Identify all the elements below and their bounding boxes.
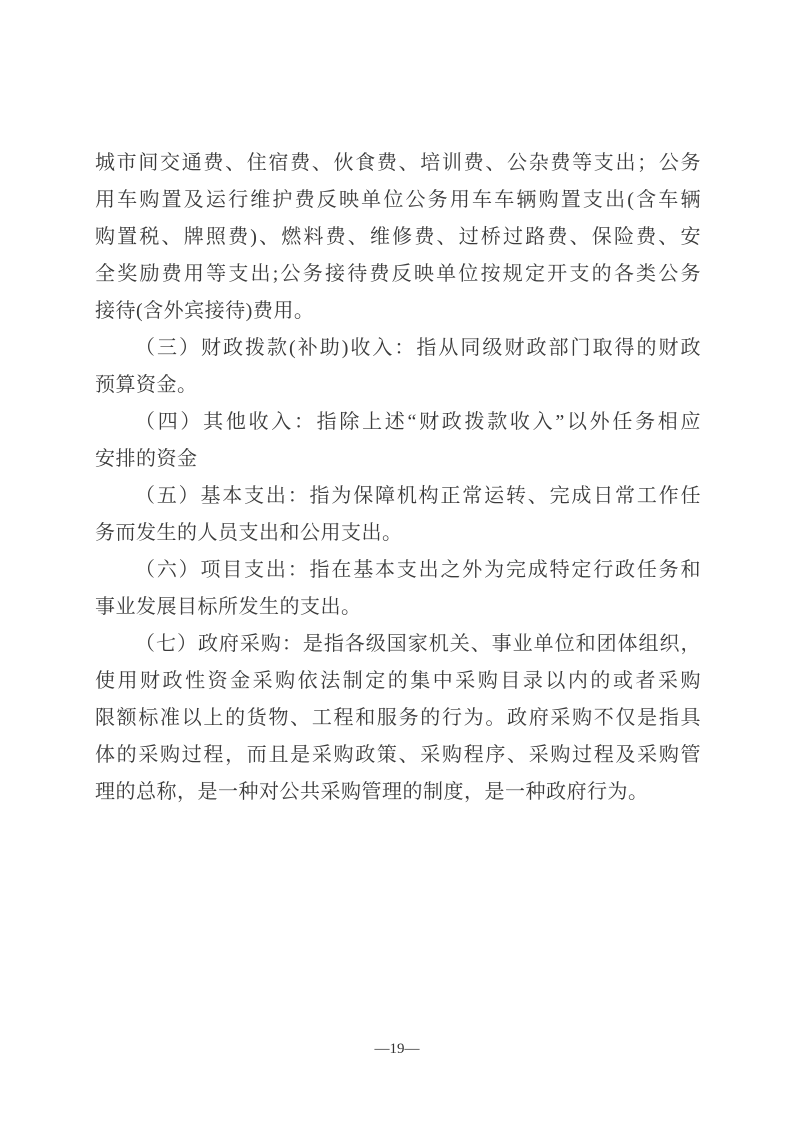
text-line: 限额标准以上的货物、工程和服务的行为。政府采购不仅是指具 xyxy=(95,707,701,729)
text-line: 安排的资金 xyxy=(95,448,198,470)
text-line: 城市间交通费、住宿费、伙食费、培训费、公杂费等支出；公务 xyxy=(95,152,701,174)
text-line: 理的总称，是一种对公共采购管理的制度，是一种政府行为。 xyxy=(95,781,649,803)
text-line: 使用财政性资金采购依法制定的集中采购目录以内的或者采购 xyxy=(95,670,701,692)
page-number: —19— xyxy=(374,1041,420,1057)
text-line: 接待(含外宾接待)费用。 xyxy=(95,300,315,322)
document-body xyxy=(95,145,701,811)
text-line: （六）项目支出：指在基本支出之外为完成特定行政任务和 xyxy=(135,559,701,581)
text-line: 全奖励费用等支出;公务接待费反映单位按规定开支的各类公务 xyxy=(95,263,701,285)
text-line: 购置税、牌照费)、燃料费、维修费、过桥过路费、保险费、安 xyxy=(95,226,701,248)
para-3-fiscal-appropriation-income xyxy=(95,330,701,404)
text-line: 体的采购过程，而且是采购政策、采购程序、采购过程及采购管 xyxy=(95,744,701,766)
text-line: 预算资金。 xyxy=(95,374,198,396)
text-line: 事业发展目标所发生的支出。 xyxy=(95,596,362,618)
text-line: （五）基本支出：指为保障机构正常运转、完成日常工作任 xyxy=(135,485,701,507)
para-5-basic-expenditure xyxy=(95,478,701,552)
para-continuation-official-expenses xyxy=(95,145,701,330)
para-4-other-income xyxy=(95,404,701,478)
text-line: 用车购置及运行维护费反映单位公务用车车辆购置支出(含车辆 xyxy=(95,189,701,211)
text-line: （三）财政拨款(补助)收入：指从同级财政部门取得的财政 xyxy=(135,337,701,359)
text-line: （四）其他收入：指除上述“财政拨款收入”以外任务相应 xyxy=(135,411,701,433)
text-line: （七）政府采购：是指各级国家机关、事业单位和团体组织， xyxy=(135,633,701,655)
para-7-government-procurement xyxy=(95,626,701,811)
page-footer xyxy=(0,1038,794,1060)
text-line: 务而发生的人员支出和公用支出。 xyxy=(95,522,403,544)
para-6-project-expenditure xyxy=(95,552,701,626)
